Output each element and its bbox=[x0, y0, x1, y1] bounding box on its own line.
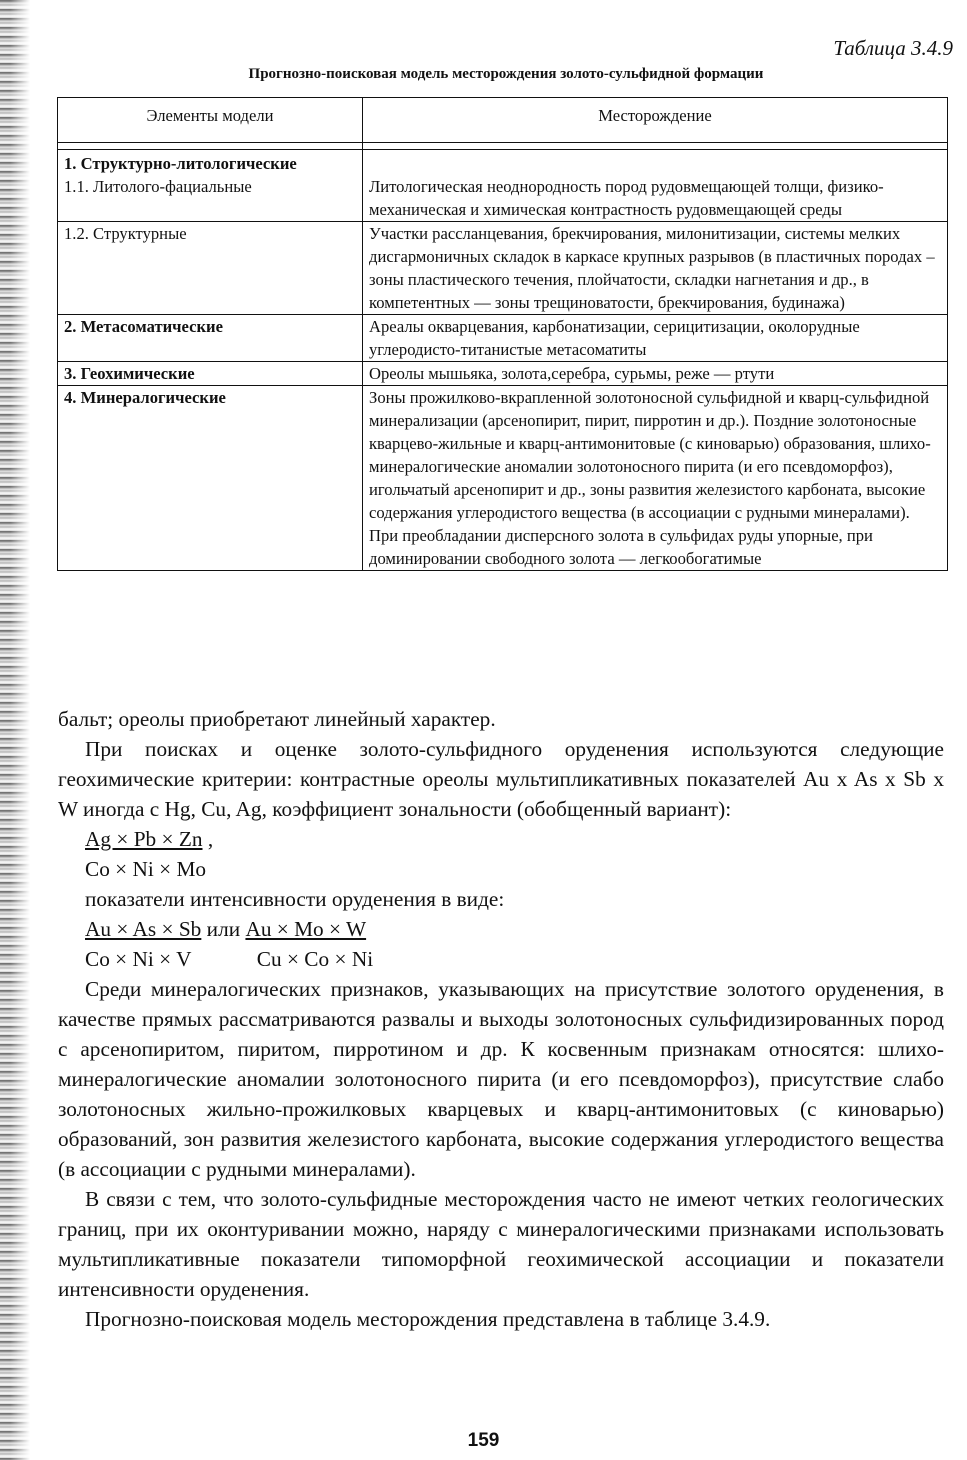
row-label-geochemical: 3. Геохимические bbox=[58, 362, 363, 386]
table-row bbox=[58, 386, 948, 571]
formula-numerator: Ag × Pb × Zn bbox=[85, 827, 203, 851]
table-row bbox=[58, 150, 948, 222]
row-label-structural-lithological: 1. Структурно-литологические bbox=[64, 154, 297, 173]
row-value-lithofacial: Литологическая неоднородность пород рудовмещающей толщи, физико-механическая и химическая контрастность рудовмещающей среды bbox=[369, 177, 884, 219]
scan-edge-artifact bbox=[0, 0, 30, 1460]
formula-or: или bbox=[206, 917, 241, 941]
formula-intensity bbox=[58, 914, 944, 974]
paragraph: Прогнозно-поисковая модель месторождения представлена в таблице 3.4.9. bbox=[85, 1307, 771, 1331]
row-value-geochemical: Ореолы мышьяка, золота,серебра, сурьмы, реже — ртути bbox=[363, 362, 948, 386]
paragraph: бальт; ореолы приобретают линейный характер. bbox=[58, 707, 496, 731]
formula-numerator-a: Au × As × Sb bbox=[85, 917, 202, 941]
table-caption: Таблица 3.4.9 bbox=[833, 36, 953, 60]
row-value-structural: Участки рассланцевания, брекчирования, милонитизации, системы мелких дисгармоничных складок в каркасе крупных разрывов (в пластичных породах – зоны пластического течения, плойчатости, складки нагнетания и др., в компетентных — зоны трещиноватости, брекчирования, будинажа) bbox=[363, 222, 948, 315]
table-row bbox=[58, 315, 948, 362]
formula-zonality bbox=[58, 824, 944, 884]
table-row bbox=[58, 222, 948, 315]
formula-denominator: Co × Ni × Mo bbox=[85, 857, 207, 881]
table-spacer-row bbox=[58, 143, 948, 150]
formula-numerator-b: Au × Mo × W bbox=[245, 917, 367, 941]
paragraph: При поисках и оценке золото-сульфидного оруденения используются следующие геохимические критерии: контрастные ореолы мультипликативных показателей Au x As x Sb x W иногда с Hg, Cu, Ag, коэффициент зональности (обобщенный вариант): bbox=[58, 737, 944, 821]
model-table bbox=[57, 97, 948, 571]
row-label-lithofacial: 1.1. Литолого-фациальные bbox=[64, 177, 252, 196]
table-title: Прогнозно-поисковая модель месторождения золото-сульфидной формации bbox=[248, 66, 764, 82]
paragraph: показатели интенсивности оруденения в виде: bbox=[85, 887, 505, 911]
row-label-metasomatic: 2. Метасоматические bbox=[58, 315, 363, 362]
row-value-metasomatic: Ареалы окварцевания, карбонатизации, серицитизации, околорудные углеродисто-титанистые метасоматиты bbox=[363, 315, 948, 362]
formula-denominator-a: Co × Ni × V bbox=[85, 947, 192, 971]
row-label-mineralogical: 4. Минералогические bbox=[58, 386, 363, 571]
row-value-mineralogical: Зоны прожилково-вкрапленной золотоносной сульфидной и кварц-сульфидной минерализации (арсенопирит, пирит, пирротин и др.). Поздние золотоносные кварцево-жильные и кварц-антимонитовые (с киноварью) образования, шлихо-минералогические аномалии золотоносного пирита (и его псевдоморфоз), игольчатый арсенопирит и др., зоны развития железистого карбоната, высокие содержания углеродистого вещества (в ассоциации с рудными минералами). При преобладании дисперсного золота в сульфидах руды упорные, при доминировании свободного золота — легкообогатимые bbox=[363, 386, 948, 571]
paragraph: Среди минералогических признаков, указывающих на присутствие золотого оруденения, в качестве прямых рассматриваются развалы и выходы золотоносных сульфидизированных пород с арсенопиритом, пиритом, пирротином и др. К косвенным признакам относятся: шлихо-минералогические аномалии золотоносного пирита (и его псевдоморфоз), присутствие слабо золотоносных жильно-прожилковых кварцевых и кварц-антимонитовых (с киноварью) образований, зон развития железистого карбоната, высокие содержания углеродистого вещества (в ассоциации с рудными минералами). bbox=[58, 977, 944, 1181]
formula-punct: , bbox=[207, 827, 214, 851]
body-text bbox=[58, 704, 944, 1334]
column-header-elements: Элементы модели bbox=[58, 98, 363, 143]
formula-denominator-b: Cu × Co × Ni bbox=[256, 947, 374, 971]
column-header-deposit: Месторождение bbox=[363, 98, 948, 143]
table-header-row bbox=[58, 98, 948, 143]
table-row bbox=[58, 362, 948, 386]
paragraph: В связи с тем, что золото-сульфидные месторождения часто не имеют четких геологических границ, при их оконтуривании можно, наряду с минералогическими признаками использовать мультипликативные показатели типоморфной геохимической ассоциации и показатели интенсивности оруденения. bbox=[58, 1187, 944, 1301]
row-label-structural: 1.2. Структурные bbox=[58, 222, 363, 315]
page-number: 159 bbox=[467, 1430, 500, 1451]
